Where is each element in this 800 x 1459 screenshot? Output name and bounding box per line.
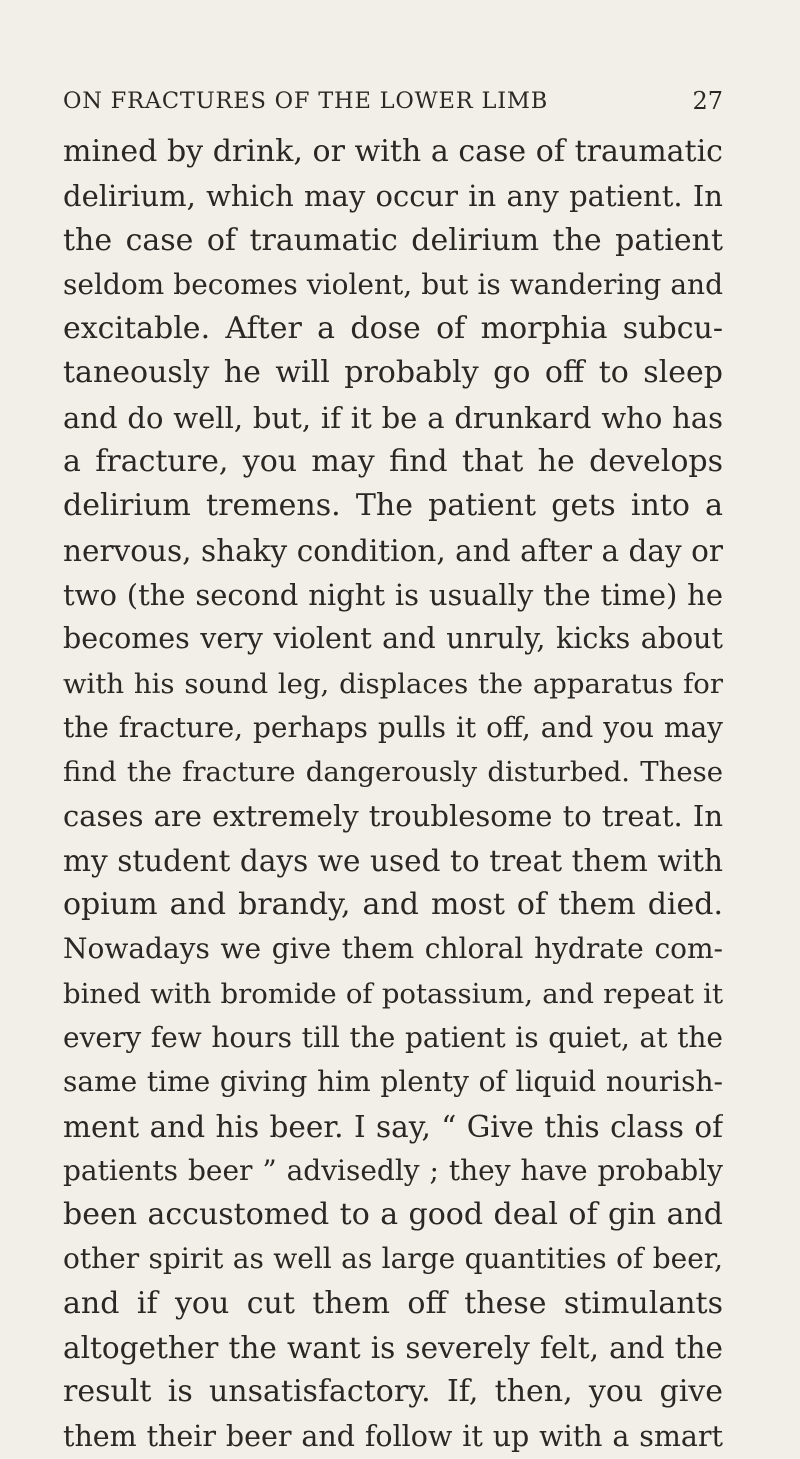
text-line: nervous, shaky condition, and after a day or (63, 533, 723, 568)
running-head-title: ON FRACTURES OF THE LOWER LIMB (63, 88, 549, 114)
body-text (63, 130, 723, 1459)
text-line: two (the second night is usually the time) he (63, 577, 723, 612)
text-line: my student days we used to treat them with (63, 843, 723, 878)
text-line: with his sound leg, displaces the apparatus for (63, 667, 723, 700)
text-line: altogether the want is severely felt, and the (63, 1331, 723, 1366)
text-line: patients beer ” advisedly ; they have probably (63, 1153, 723, 1187)
text-line: Nowadays we give them chloral hydrate com- (63, 932, 723, 966)
text-line: every few hours till the patient is quiet, at the (63, 1020, 723, 1054)
text-line: them their beer and follow it up with a smart (63, 1419, 723, 1453)
text-line: and do well, but, if it be a drunkard who has (63, 400, 723, 435)
text-line: opium and brandy, and most of them died. (63, 887, 723, 923)
text-line: and if you cut them off these stimulants (63, 1285, 723, 1321)
running-head (63, 86, 723, 116)
text-line: delirium, which may occur in any patient. In (63, 179, 723, 214)
text-line: excitable. After a dose of morphia subcu- (63, 311, 723, 347)
text-line: ment and his beer. I say, “ Give this class of (63, 1109, 723, 1144)
text-line: the case of traumatic delirium the patient (63, 222, 723, 258)
text-line: a fracture, you may find that he develops (63, 444, 723, 480)
text-line: cases are extremely troublesome to treat. In (63, 799, 723, 834)
text-line: same time giving him plenty of liquid nourish- (63, 1065, 723, 1099)
text-line: becomes very violent and unruly, kicks about (63, 622, 723, 656)
text-line: the fracture, perhaps pulls it off, and you may (63, 710, 723, 744)
text-line: find the fracture dangerously disturbed. These (63, 756, 723, 789)
text-line: been accustomed to a good deal of gin and (63, 1197, 723, 1233)
text-line: taneously he will probably go off to sleep (63, 355, 723, 391)
text-line: mined by drink, or with a case of traumatic (63, 134, 723, 169)
text-line: bined with bromide of potassium, and repeat it (63, 977, 723, 1010)
text-line: result is unsatisfactory. If, then, you give (63, 1374, 723, 1410)
page-number: 27 (692, 87, 723, 115)
text-line: other spirit as well as large quantities of beer, (63, 1242, 723, 1276)
text-line: delirium tremens. The patient gets into a (63, 488, 723, 524)
text-line: seldom becomes violent, but is wandering and (63, 267, 723, 301)
